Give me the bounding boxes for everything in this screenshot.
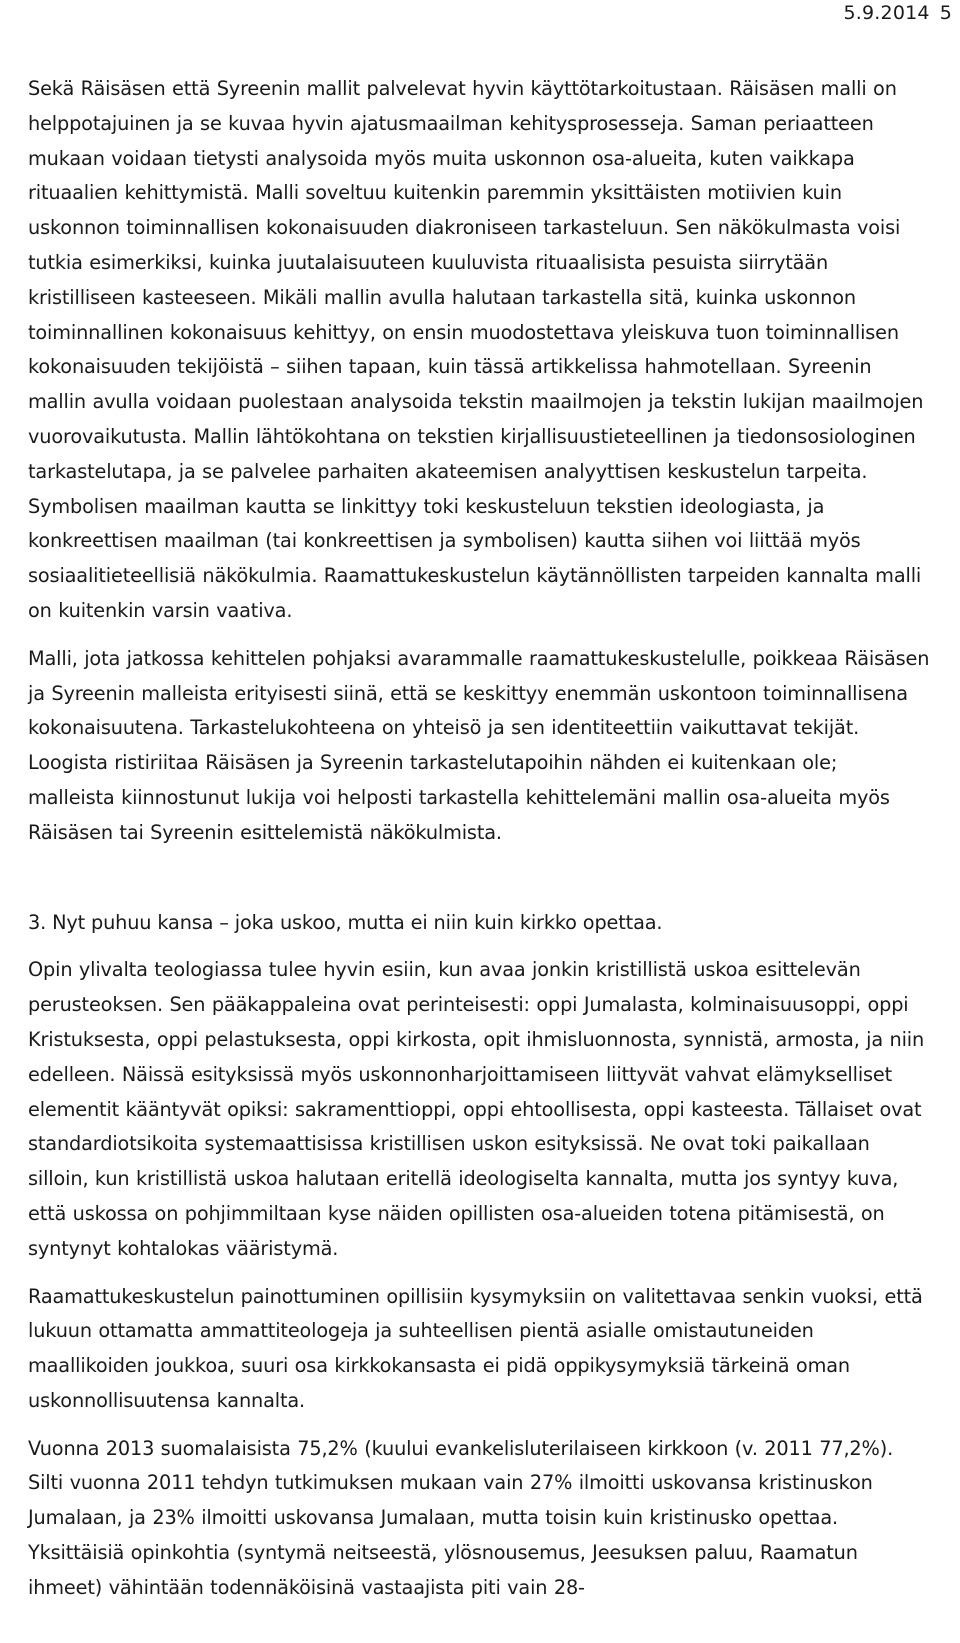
paragraph-models-comparison: Sekä Räisäsen että Syreenin mallit palvelevat hyvin käyttötarkoitustaan. Räisäsen malli on helppotajuinen ja se kuvaa hyvin ajatusmaailman kehitysprosesseja. Saman periaatteen mukaan voidaan tietysti analysoida myös muita uskonnon osa-alueita, kuten vaikkapa rituaalien kehittymistä. Malli soveltuu kuitenkin paremmin yksittäisten motiivien kuin uskonnon toiminnallisen kokonaisuuden diakroniseen tarkasteluun. Sen näkökulmasta voisi tutkia esimerkiksi, kuinka juutalaisuuteen kuuluvista rituaalisista pesuista siirrytään kristilliseen kasteeseen. Mikäli mallin avulla halutaan tarkastella sitä, kuinka uskonnon toiminnallinen kokonaisuus kehittyy, on ensin muodostettava yleiskuva tuon toiminnallisen kokonaisuuden tekijöistä – siihen tapaan, kuin tässä artikkelissa hahmotellaan. Syreenin mallin avulla voidaan puolestaan analysoida tekstin maailmojen ja tekstin lukijan maailmojen vuorovaikutusta. Mallin lähtökohtana on tekstien kirjallisuustieteellinen ja tiedonsosiologinen tarkastelutapa, ja se palvelee parhaiten akateemisen analyyttisen keskustelun tarpeita. Symbolisen maailman kautta se linkittyy toki keskusteluun tekstien ideologiasta, ja konkreettisen maailman (tai konkreettisen ja symbolisen) kautta siihen voi liittää myös sosiaalitieteellisiä näkökulmia. Raamattukeskustelun käytännöllisten tarpeiden kannalta malli on kuitenkin varsin vaativa. xyxy=(28,77,924,622)
document-body xyxy=(28,72,930,1606)
page-number: 5 xyxy=(939,2,952,24)
paragraph-bible-discussion: Raamattukeskustelun painottuminen opillisiin kysymyksiin on valitettavaa senkin vuoksi, että lukuun ottamatta ammattiteologeja ja suhteellisen pientä asialle omistautuneiden maallikoiden joukkoa, suuri osa kirkkokansasta ei pidä oppikysymyksiä tärkeinä oman uskonnollisuutensa kannalta. xyxy=(28,1284,923,1412)
section-heading: 3. Nyt puhuu kansa – joka uskoo, mutta ei niin kuin kirkko opettaa. xyxy=(28,910,663,934)
paragraph-statistics: Vuonna 2013 suomalaisista 75,2% (kuului evankelisluterilaiseen kirkkoon (v. 2011 77,2%). Silti vuonna 2011 tehdyn tutkimuksen mukaan vain 27% ilmoitti uskovansa kristinuskon Jumalaan, ja 23% ilmoitti uskovansa Jumalaan, mutta toisin kuin kristinusko opettaa. Yksittäisiä opinkohtia (syntymä neitseestä, ylösnousemus, Jeesuksen paluu, Raamatun ihmeet) vähintään todennäköisinä vastaajista piti vain 28- xyxy=(28,1436,894,1599)
page-header xyxy=(833,2,952,24)
header-date: 5.9.2014 xyxy=(843,2,930,24)
paragraph-doctrine: Opin ylivalta teologiassa tulee hyvin esiin, kun avaa jonkin kristillistä uskoa esittelevän perusteoksen. Sen pääkappaleina ovat perinteisesti: oppi Jumalasta, kolminaisuusoppi, oppi Kristuksesta, oppi pelastuksesta, oppi kirkosta, opit ihmisluonnosta, synnistä, armosta, ja niin edelleen. Näissä esityksissä myös uskonnonharjoittamiseen liittyvät vahvat elämykselliset elementit kääntyvät opiksi: sakramenttioppi, oppi ehtoollisesta, oppi kasteesta. Tällaiset ovat standardiotsikoita systemaattisissa kristillisen uskon esityksissä. Ne ovat toki paikallaan silloin, kun kristillistä uskoa halutaan eritellä ideologiselta kannalta, mutta jos syntyy kuva, että uskossa on pohjimmiltaan kyse näiden opillisten osa-alueiden totena pitämisestä, on syntynyt kohtalokas vääristymä. xyxy=(28,958,925,1260)
paragraph-own-model: Malli, jota jatkossa kehittelen pohjaksi avarammalle raamattukeskustelulle, poikkeaa Räisäsen ja Syreenin malleista erityisesti siinä, että se keskittyy enemmän uskontoon toiminnallisena kokonaisuutena. Tarkastelukohteena on yhteisö ja sen identiteettiin vaikuttavat tekijät. Loogista ristiriitaa Räisäsen ja Syreenin tarkastelutapoihin nähden ei kuitenkaan ole; malleista kiinnostunut lukija voi helposti tarkastella kehittelemäni mallin osa-alueita myös Räisäsen tai Syreenin esittelemistä näkökulmista. xyxy=(28,646,930,844)
